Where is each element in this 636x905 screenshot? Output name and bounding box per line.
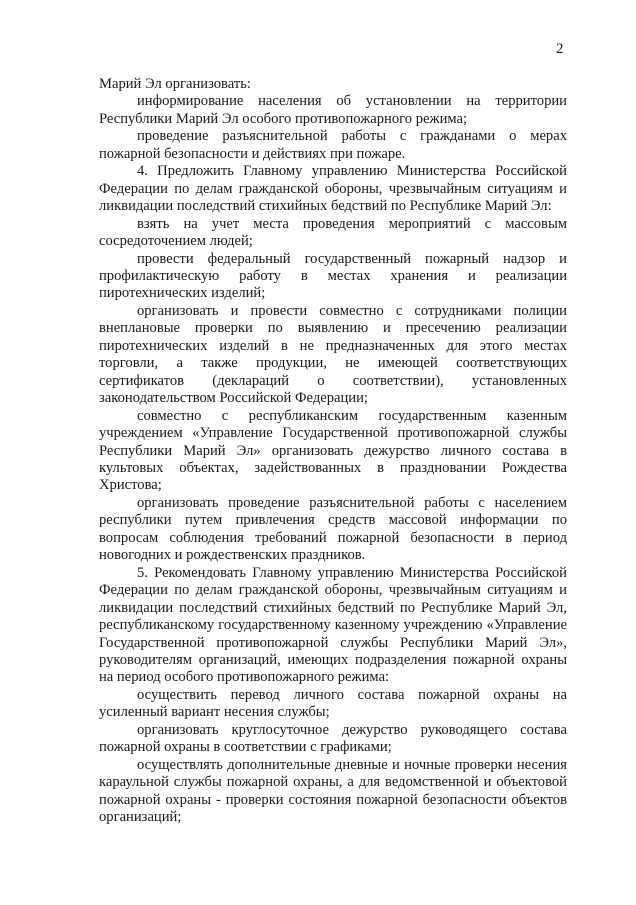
page-number: 2 (556, 41, 564, 57)
paragraph-item-5: 5. Рекомендовать Главному управлению Министерства Российской Федерации по делам гражданской обороны, чрезвычайным ситуациям и ликвидации последствий стихийных бедствий по Республике Марий Эл, республиканскому государственному казенному учреждению «Управление Государственной противопожарной службы Республики Марий Эл», руководителям организаций, имеющих подразделения пожарной охраны на период особого противопожарного режима: (99, 564, 567, 686)
paragraph-religious-sites-duty: совместно с республиканским государственным казенным учреждением «Управление Государственной противопожарной службы Республики Марий Эл» организовать дежурство личного состава в культовых объектах, задействованных в праздновании Рождества Христова; (99, 407, 567, 494)
paragraph-additional-checks: осуществлять дополнительные дневные и ночные проверки несения караульной службы пожарной охраны, а для ведомственной и объектовой пожарной охраны - проверки состояния пожарной безопасности объектов организаций; (99, 756, 567, 826)
paragraph-police-inspections: организовать и провести совместно с сотрудниками полиции внеплановые проверки по выявлению и пресечению реализации пиротехнических изделий в не предназначенных для этого местах торговли, а также продукции, не имеющей соответствующих сертификатов (деклараций о соответствии), установленных законодательством Российской Федерации; (99, 302, 567, 407)
paragraph-round-the-clock-duty: организовать круглосуточное дежурство руководящего состава пожарной охраны в соответствии с графиками; (99, 721, 567, 756)
paragraph-media-outreach: организовать проведение разъяснительной работы с населением республики путем привлечения средств массовой информации по вопросам соблюдения требований пожарной безопасности в период новогодних и рождественских праздников. (99, 494, 567, 564)
paragraph-register-events: взять на учет места проведения мероприятий с массовым сосредоточением людей; (99, 215, 567, 250)
paragraph-continuation: Марий Эл организовать: (99, 76, 251, 92)
paragraph-explanatory-work: проведение разъяснительной работы с гражданами о мерах пожарной безопасности и действиях при пожаре. (99, 128, 567, 162)
paragraph-reinforced-duty: осуществить перевод личного состава пожарной охраны на усиленный вариант несения службы; (99, 686, 567, 721)
paragraph-fire-supervision: провести федеральный государственный пожарный надзор и профилактическую работу в местах хранения и реализации пиротехнических изделий; (99, 250, 567, 302)
paragraph-inform-population: информирование населения об установлении на территории Республики Марий Эл особого противопожарного режима; (99, 93, 567, 127)
document-body (99, 76, 567, 826)
paragraph-item-4: 4. Предложить Главному управлению Министерства Российской Федерации по делам гражданской обороны, чрезвычайным ситуациям и ликвидации последствий стихийных бедствий по Республике Марий Эл: (99, 163, 567, 215)
